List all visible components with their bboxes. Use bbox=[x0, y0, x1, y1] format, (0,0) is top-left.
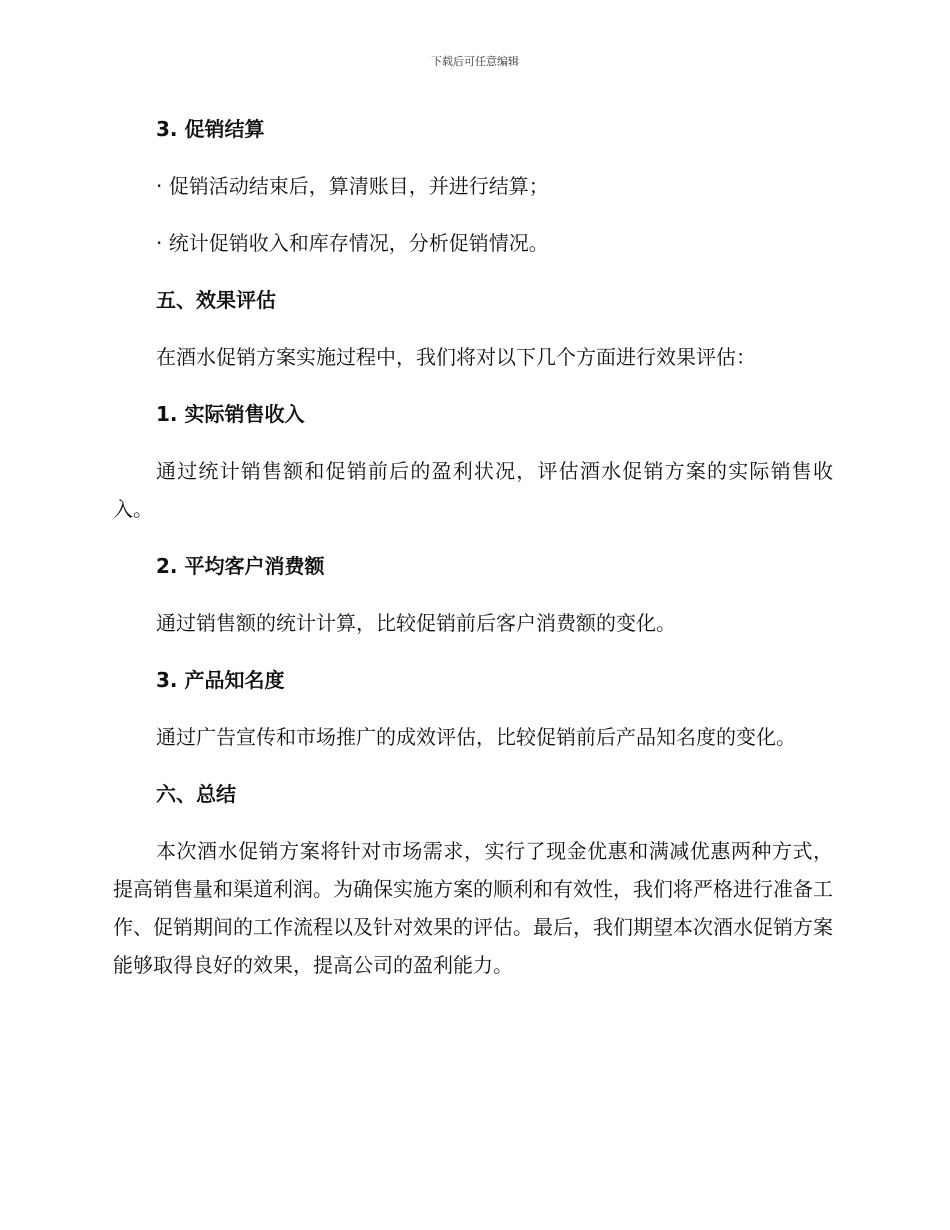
section-heading-summary: 六、总结 bbox=[156, 782, 236, 806]
paragraph-average-spend: 通过销售额的统计计算，比较促销前后客户消费额的变化。 bbox=[156, 611, 676, 635]
bullet-item: · 统计促销收入和库存情况，分析促销情况。 bbox=[156, 231, 549, 255]
document-body bbox=[113, 110, 833, 984]
subheading-brand-awareness: 3. 产品知名度 bbox=[156, 668, 285, 692]
subheading-actual-sales: 1. 实际销售收入 bbox=[156, 402, 305, 426]
page-header-note: 下载后可任意编辑 bbox=[431, 55, 519, 68]
section-heading-evaluation: 五、效果评估 bbox=[156, 288, 276, 312]
bullet-item: · 促销活动结束后，算清账目，并进行结算； bbox=[156, 174, 549, 198]
subheading-average-spend: 2. 平均客户消费额 bbox=[156, 554, 325, 578]
paragraph-brand-awareness: 通过广告宣传和市场推广的成效评估，比较促销前后产品知名度的变化。 bbox=[156, 725, 796, 749]
paragraph-evaluation-intro: 在酒水促销方案实施过程中，我们将对以下几个方面进行效果评估： bbox=[156, 345, 756, 369]
paragraph-actual-sales: 通过统计销售额和促销前后的盈利状况，评估酒水促销方案的实际销售收入。 bbox=[113, 459, 833, 521]
paragraph-summary: 本次酒水促销方案将针对市场需求，实行了现金优惠和满减优惠两种方式，提高销售量和渠道利润。为确保实施方案的顺利和有效性，我们将严格进行准备工作、促销期间的工作流程以及针对效果的评估。最后，我们期望本次酒水促销方案能够取得良好的效果，提高公司的盈利能力。 bbox=[113, 839, 833, 977]
section-heading-settlement: 3. 促销结算 bbox=[156, 117, 265, 141]
